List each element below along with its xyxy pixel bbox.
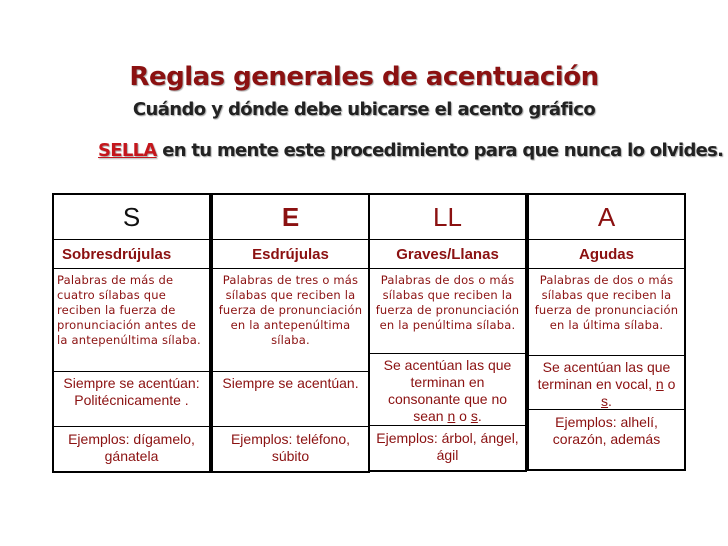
column-letter: S — [122, 201, 141, 232]
column-e — [211, 193, 370, 473]
column-letter: A — [597, 201, 616, 232]
column-example: Ejemplos: dígamelo, gánatela — [54, 426, 209, 471]
page-title: Reglas generales de acentuación — [129, 62, 599, 92]
column-rule: Siempre se acentúan. — [213, 371, 368, 426]
tagline — [98, 140, 723, 161]
column-description: Palabras de dos o más sílabas que reciben la fuerza de pronunciación en la última sílaba. — [529, 268, 684, 355]
column-rule: Se acentúan las que terminan en vocal, n o s. — [529, 355, 684, 409]
column-example: Ejemplos: teléfono, súbito — [213, 426, 368, 471]
column-name: Esdrújulas — [213, 239, 368, 268]
column-description: Palabras de más de cuatro sílabas que reciben la fuerza de pronunciación antes de la antepenúltima sílaba. — [54, 268, 209, 371]
column-name: Sobresdrújulas — [54, 239, 209, 268]
tagline-text: en tu mente este procedimiento para que nunca lo olvides. — [156, 140, 724, 161]
column-example: Ejemplos: alhelí, corazón, además — [529, 409, 684, 469]
column-description: Palabras de dos o más sílabas que reciben la fuerza de pronunciación en la penúltima sílaba. — [370, 268, 525, 353]
column-rule: Siempre se acentúan: Politécnicamente . — [54, 371, 209, 426]
column-name: Graves/Llanas — [370, 239, 525, 268]
column-name: Agudas — [529, 239, 684, 268]
column-ll — [368, 193, 527, 472]
column-s — [52, 193, 211, 473]
column-example: Ejemplos: árbol, ángel, ágil — [370, 425, 525, 470]
column-a — [527, 193, 686, 471]
page-subtitle: Cuándo y dónde debe ubicarse el acento gráfico — [132, 99, 596, 120]
column-letter: E — [281, 201, 300, 232]
column-description: Palabras de tres o más sílabas que reciben la fuerza de pronunciación en la antepenúltima sílaba. — [213, 268, 368, 371]
tagline-keyword: SELLA — [98, 140, 157, 161]
column-rule: Se acentúan las que terminan en consonante que no sean n o s. — [370, 353, 525, 425]
column-letter: LL — [433, 201, 462, 232]
